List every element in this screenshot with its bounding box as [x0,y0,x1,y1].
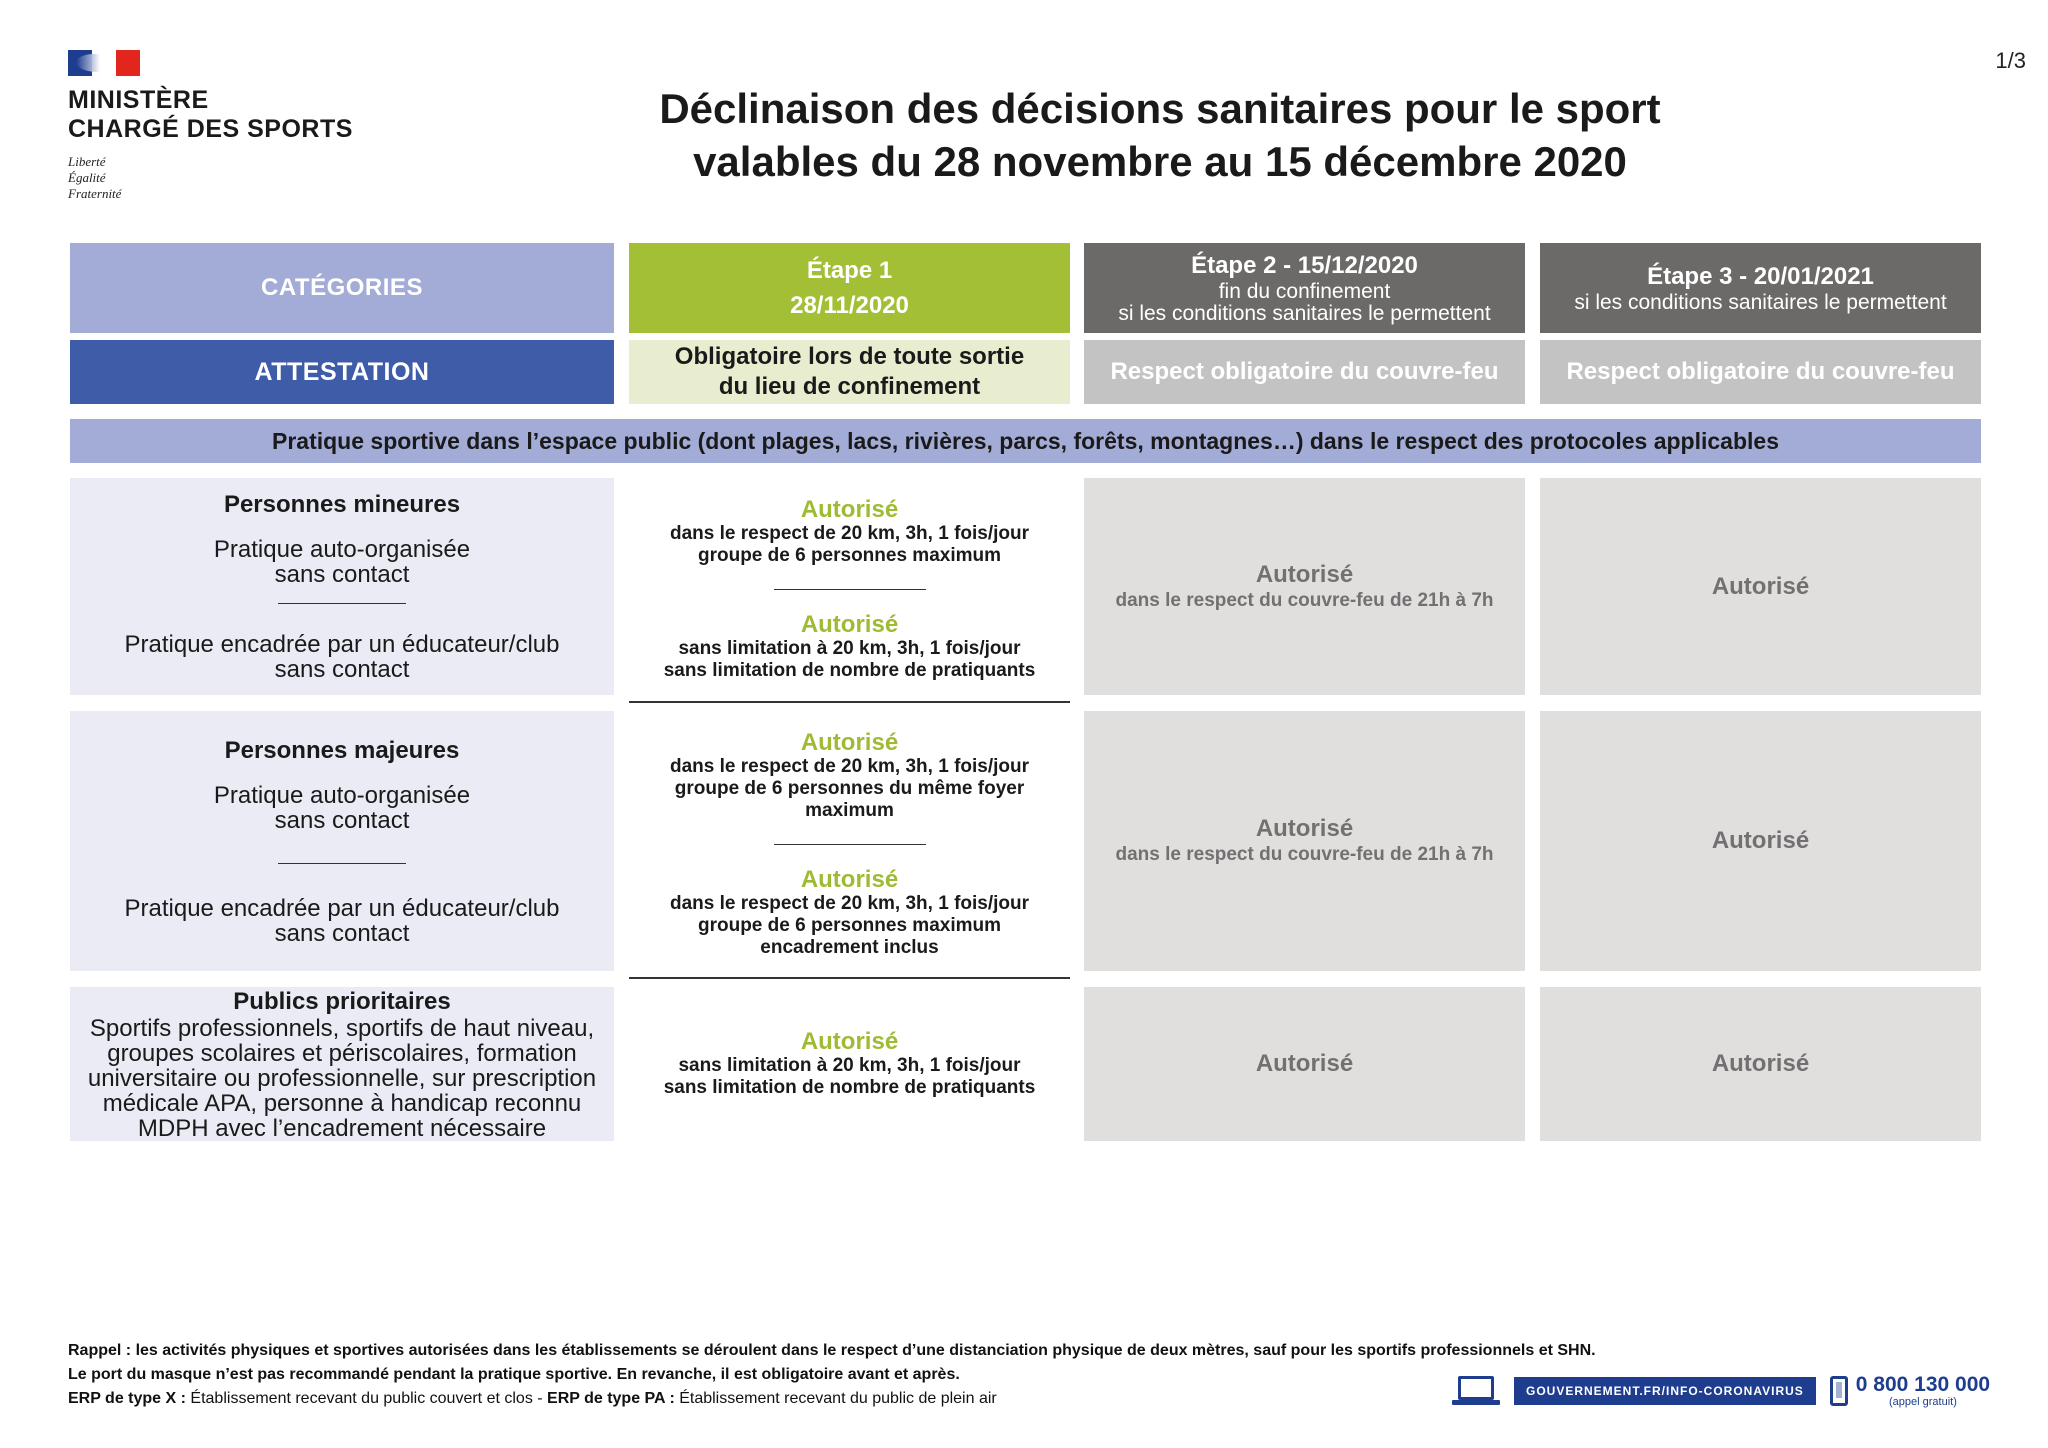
phone-icon [1830,1376,1848,1406]
etape2-header: Étape 2 - 15/12/2020 fin du confinement si les conditions sanitaires le permettent [1084,243,1525,333]
hotline [1856,1374,1990,1408]
hotline-number[interactable]: 0 800 130 000 [1855,1373,1991,1396]
mineurs-etape2: Autorisé dans le respect du couvre-feu de 21h à 7h [1084,478,1525,695]
separator [278,603,406,604]
gov-info-link[interactable]: GOUVERNEMENT.FR/INFO-CORONAVIRUS [1514,1377,1816,1405]
prioritaires-etape3: Autorisé [1540,987,1981,1141]
laptop-icon [1452,1376,1500,1406]
republic-motto: Liberté Égalité Fraternité [68,154,122,201]
etape3-header: Étape 3 - 20/01/2021 si les conditions sanitaires le permettent [1540,243,1981,333]
mineurs-etape1: Autorisé dans le respect de 20 km, 3h, 1 fois/jour groupe de 6 personnes maximum Autorisé sans limitation à 20 km, 3h, 1 fois/jour sans limitation de nombre de pratiquants [629,478,1070,703]
separator [278,863,406,864]
etape1-header: Étape 1 28/11/2020 [629,243,1070,333]
coronavirus-info-bar [1452,1374,1990,1408]
marianne-flag-icon [68,50,140,76]
attestation-etape1: Obligatoire lors de toute sortie du lieu de confinement [629,340,1070,404]
ministry-logo [68,50,388,202]
hotline-note: (appel gratuit) [1889,1396,1957,1408]
prioritaires-etape1: Autorisé sans limitation à 20 km, 3h, 1 fois/jour sans limitation de nombre de pratiquants [663,1028,1036,1098]
prioritaires-etape2: Autorisé [1084,987,1525,1141]
category-mineurs: Personnes mineures Pratique auto-organisée sans contact Pratique encadrée par un éducateur/club sans contact [70,478,614,695]
footer-notes: Rappel : les activités physiques et sportives autorisées dans les établissements se déroulent dans le respect d’une distanciation physique de deux mètres, sauf pour les sportifs professionnels et SHN. Le port du masque n’est pas recommandé pendant la pratique sportive. En revanche, il est obligatoire avant et après. ERP de type X : Établissement recevant du public couvert et clos - ERP de type PA : Établissement recevant du public de plein air [68,1342,1596,1407]
page-title: Déclinaison des décisions sanitaires pour le sport valables du 28 novembre au 15 décembre 2020 [659,85,1661,185]
ministry-name: MINISTÈRE CHARGÉ DES SPORTS [68,86,353,143]
categories-header: CATÉGORIES [70,243,614,333]
page-number: 1/3 [1995,48,2026,73]
mineurs-etape3: Autorisé [1540,478,1981,695]
attestation-etape2: Respect obligatoire du couvre-feu [1084,340,1525,404]
category-prioritaires: Publics prioritaires Sportifs professionnels, sportifs de haut niveau, groupes scolaires et périscolaires, formation universitaire ou professionnelle, sur prescription médicale APA, personne à handicap reconnu MDPH avec l’encadrement nécessaire [70,987,614,1141]
attestation-etape3: Respect obligatoire du couvre-feu [1540,340,1981,404]
majeurs-etape2: Autorisé dans le respect du couvre-feu de 21h à 7h [1084,711,1525,971]
majeurs-etape1: Autorisé dans le respect de 20 km, 3h, 1 fois/jour groupe de 6 personnes du même foyer maximum Autorisé dans le respect de 20 km, 3h, 1 fois/jour groupe de 6 personnes maximum encadrement inclus [629,711,1070,979]
attestation-label: ATTESTATION [70,340,614,404]
public-space-banner: Pratique sportive dans l’espace public (dont plages, lacs, rivières, parcs, forêts, montagnes…) dans le respect des protocoles applicables [70,419,1981,463]
majeurs-etape3: Autorisé [1540,711,1981,971]
separator [774,589,926,590]
category-majeurs: Personnes majeures Pratique auto-organisée sans contact Pratique encadrée par un éducateur/club sans contact [70,711,614,971]
separator [774,844,926,845]
